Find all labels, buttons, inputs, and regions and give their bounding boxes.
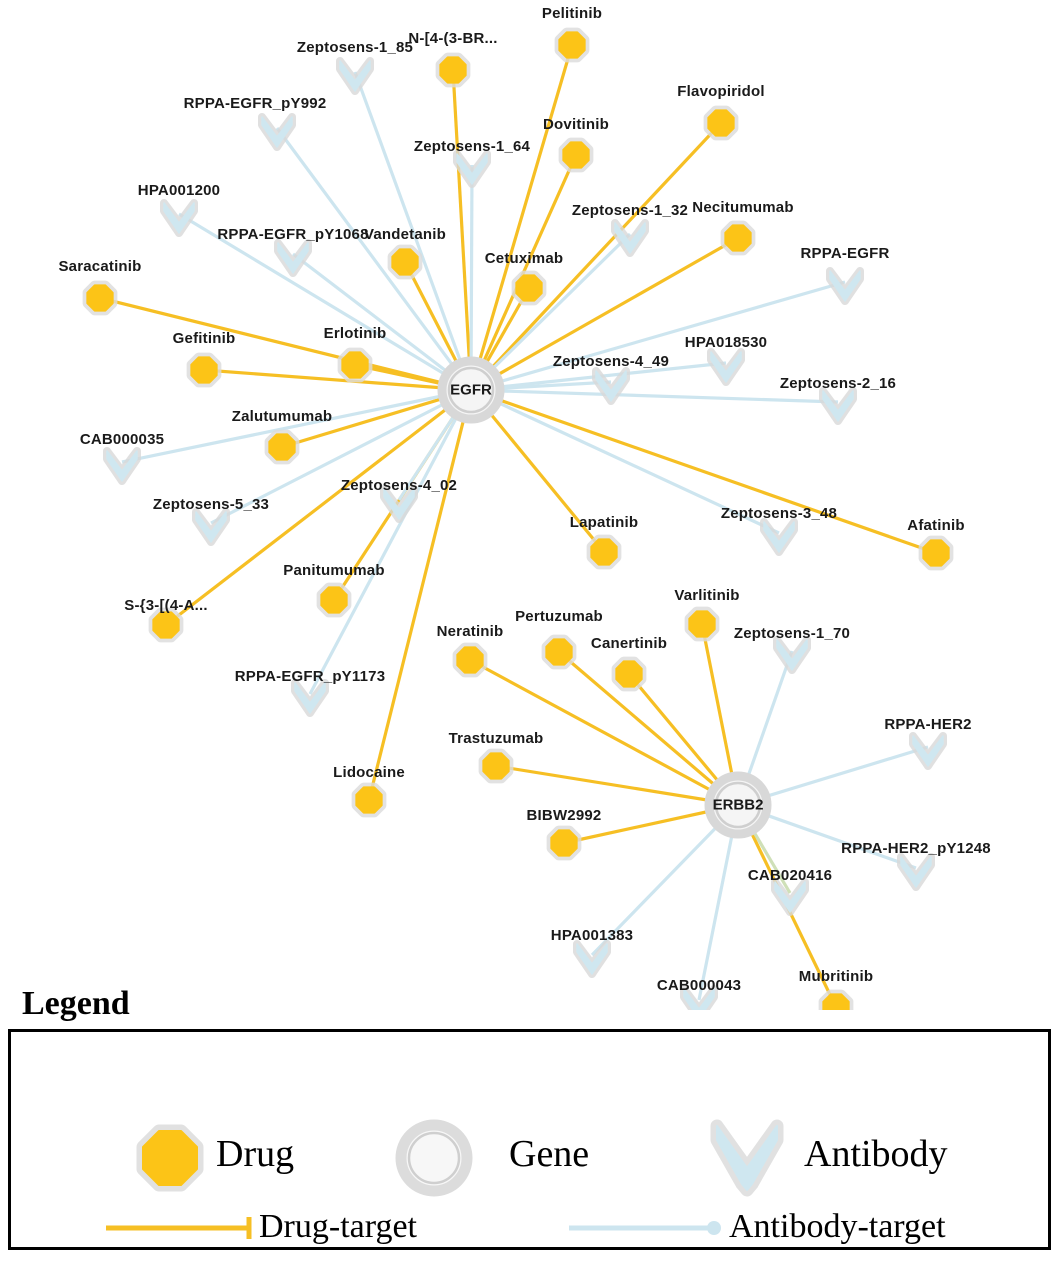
antibody-label: RPPA-EGFR_pY1068 [217, 226, 369, 243]
drug-shape [342, 352, 368, 378]
drug-label: Necitumumab [692, 199, 794, 216]
drug-node[interactable] [546, 639, 572, 665]
antibody-node[interactable] [196, 512, 226, 542]
drug-node[interactable] [321, 587, 347, 613]
drug-label: Pertuzumab [515, 608, 603, 625]
drug-shape [392, 249, 418, 275]
drug-label: Neratinib [436, 623, 504, 640]
drug-node[interactable] [923, 540, 949, 566]
drug-shape [708, 110, 734, 136]
drug-label: Trastuzumab [448, 730, 544, 747]
drug-label: Afatinib [907, 517, 965, 534]
antibody-label: CAB000043 [656, 977, 742, 994]
antibody-node[interactable] [295, 683, 325, 713]
drug-node[interactable] [516, 275, 542, 301]
drug-label: Vandetanib [363, 226, 447, 243]
drug-label: Mubritinib [798, 968, 874, 985]
antibody-node[interactable] [913, 736, 943, 766]
drug-shape [483, 753, 509, 779]
drug-label: S-{3-[(4-A... [124, 597, 208, 614]
antibody-label: Zeptosens-4_02 [340, 477, 458, 494]
legend-gene-icon [401, 1125, 467, 1191]
drug-node[interactable] [559, 32, 585, 58]
drug-shape [153, 612, 179, 638]
antibody-node[interactable] [107, 451, 137, 481]
edge-antibody-target [310, 390, 471, 694]
antibody-label: CAB000035 [79, 431, 165, 448]
drug-label: Gefitinib [172, 330, 236, 347]
drug-node[interactable] [342, 352, 368, 378]
drug-label: N-[4-(3-BR... [408, 30, 498, 47]
drug-node[interactable] [616, 661, 642, 687]
drug-shape [689, 611, 715, 637]
antibody-node[interactable] [340, 61, 370, 91]
drug-shape [269, 434, 295, 460]
antibody-label: RPPA-EGFR_pY992 [183, 95, 327, 112]
antibody-label: HPA001200 [137, 182, 221, 199]
antibody-label: RPPA-EGFR [800, 245, 890, 262]
antibody-node[interactable] [711, 352, 741, 382]
legend [0, 985, 1059, 1250]
drug-shape [440, 57, 466, 83]
legend-label-antibody-target: Antibody-target [729, 1208, 946, 1245]
drug-shape [616, 661, 642, 687]
edge-drug-target [471, 390, 936, 553]
drug-shape [725, 225, 751, 251]
drug-label: Panitumumab [283, 562, 385, 579]
drug-node[interactable] [725, 225, 751, 251]
edge-antibody-target [471, 165, 472, 390]
gene-label: ERBB2 [712, 796, 764, 814]
antibody-label: Zeptosens-2_16 [779, 375, 897, 392]
drug-shape [516, 275, 542, 301]
legend-label-drug-target: Drug-target [259, 1208, 417, 1245]
antibody-node[interactable] [577, 944, 607, 974]
antibody-label: Zeptosens-4_49 [552, 353, 670, 370]
antibody-node[interactable] [777, 640, 807, 670]
antibody-node[interactable] [901, 857, 931, 887]
drug-shape [321, 587, 347, 613]
drug-label: Lapatinib [569, 514, 639, 531]
edge-drug-target [453, 70, 471, 390]
drug-node[interactable] [440, 57, 466, 83]
antibody-node[interactable] [615, 223, 645, 253]
antibody-node[interactable] [775, 882, 805, 912]
drug-node[interactable] [551, 830, 577, 856]
legend-label-antibody: Antibody [804, 1133, 948, 1175]
antibody-label: RPPA-HER2 [884, 716, 972, 733]
drug-label: Pelitinib [541, 5, 603, 22]
drug-shape [563, 142, 589, 168]
legend-label-drug: Drug [216, 1133, 295, 1175]
drug-label: Flavopiridol [677, 83, 765, 100]
antibody-node[interactable] [830, 271, 860, 301]
drug-shape [559, 32, 585, 58]
legend-box [8, 1029, 1051, 1250]
drug-shape [87, 285, 113, 311]
antibody-label: RPPA-HER2_pY1248 [841, 840, 991, 857]
drug-shape [457, 647, 483, 673]
drug-label: Erlotinib [323, 325, 387, 342]
drug-label: Dovitinib [543, 116, 609, 133]
antibody-node[interactable] [278, 243, 308, 273]
antibody-label: CAB020416 [747, 867, 833, 884]
antibody-label: Zeptosens-1_70 [733, 625, 851, 642]
antibody-node[interactable] [457, 154, 487, 184]
drug-shape [551, 830, 577, 856]
antibody-label: Zeptosens-1_64 [413, 138, 531, 155]
legend-antibody-icon [717, 1126, 777, 1190]
drug-node[interactable] [153, 612, 179, 638]
drug-shape [356, 787, 382, 813]
antibody-label: Zeptosens-1_85 [296, 39, 414, 56]
drug-label: Cetuximab [484, 250, 564, 267]
drug-label: Canertinib [590, 635, 668, 652]
drug-node[interactable] [689, 611, 715, 637]
drug-node[interactable] [591, 539, 617, 565]
drug-label: Lidocaine [333, 764, 405, 781]
antibody-label: Zeptosens-3_48 [720, 505, 838, 522]
drug-shape [546, 639, 572, 665]
legend-drug-target-edge [106, 1217, 249, 1239]
antibody-label: Zeptosens-5_33 [152, 496, 270, 513]
drug-label: Zalutumumab [231, 408, 333, 425]
antibody-node[interactable] [164, 203, 194, 233]
antibody-node[interactable] [823, 391, 853, 421]
antibody-label: HPA018530 [684, 334, 768, 351]
drug-node[interactable] [356, 787, 382, 813]
drug-label: Saracatinib [58, 258, 142, 275]
drug-node[interactable] [87, 285, 113, 311]
drug-node[interactable] [708, 110, 734, 136]
drug-shape [191, 357, 217, 383]
antibody-label: HPA001383 [550, 927, 634, 944]
drug-node[interactable] [191, 357, 217, 383]
antibody-node[interactable] [764, 522, 794, 552]
drug-label: BIBW2992 [526, 807, 602, 824]
legend-antibody-target-edge [569, 1221, 721, 1235]
legend-title: Legend [22, 985, 130, 1022]
drug-node[interactable] [392, 249, 418, 275]
drug-node[interactable] [269, 434, 295, 460]
drug-node[interactable] [563, 142, 589, 168]
drug-label: Varlitinib [674, 587, 740, 604]
drug-node[interactable] [457, 647, 483, 673]
gene-label: EGFR [450, 381, 492, 399]
antibody-label: RPPA-EGFR_pY1173 [234, 668, 386, 685]
drug-shape [923, 540, 949, 566]
legend-label-gene: Gene [509, 1133, 590, 1175]
drug-node[interactable] [483, 753, 509, 779]
drug-shape [591, 539, 617, 565]
legend-drug-icon [143, 1131, 197, 1185]
antibody-label: Zeptosens-1_32 [571, 202, 689, 219]
